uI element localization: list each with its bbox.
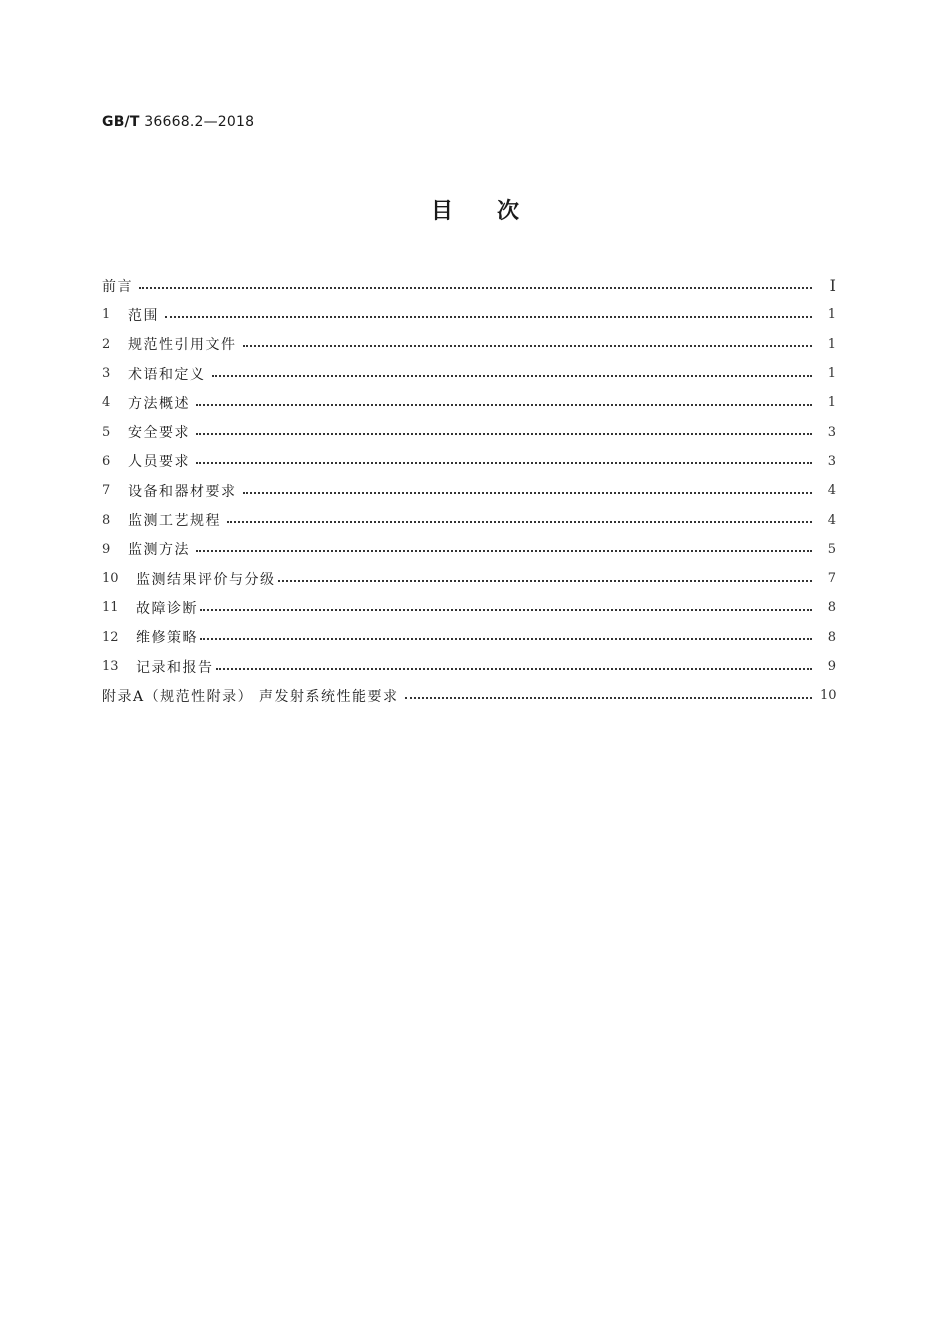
- dot-leader: [196, 433, 812, 435]
- toc-entry-page: 3: [827, 453, 836, 469]
- toc-entry-label: 附录A（规范性附录） 声发射系统性能要求: [102, 688, 399, 705]
- toc-entry-label: 维修策略: [136, 630, 198, 647]
- standard-code: [102, 114, 254, 130]
- toc-entry-2[interactable]: [102, 330, 836, 359]
- toc-entry-page: 1: [827, 336, 836, 352]
- toc-entry-page: 1: [827, 395, 836, 411]
- dot-leader: [243, 492, 813, 494]
- dot-leader: [278, 580, 813, 582]
- toc-entry-label: 记录和报告: [136, 659, 214, 676]
- toc-entry-label: 安全要求: [128, 425, 190, 442]
- toc-entry-page: 1: [827, 307, 836, 323]
- toc-entry-number: 7: [102, 483, 111, 499]
- toc-entry-label: 监测工艺规程: [128, 513, 221, 530]
- standard-code-number: 36668.2—2018: [144, 114, 255, 130]
- toc-entry-page: 7: [827, 571, 836, 587]
- toc-entry-4[interactable]: [102, 388, 836, 417]
- toc-entry-page: 3: [827, 424, 836, 440]
- toc-entry-number: 1: [102, 307, 111, 323]
- toc-entry-number: 3: [102, 366, 111, 382]
- toc-entry-label: 前言: [102, 278, 133, 295]
- dot-leader: [196, 404, 812, 406]
- toc-entry-number: 13: [102, 659, 119, 674]
- toc-entry-page: 4: [827, 483, 836, 499]
- toc-entry-annex-a[interactable]: [102, 681, 836, 710]
- toc-entry-12[interactable]: [102, 623, 836, 652]
- dot-leader: [212, 375, 813, 377]
- dot-leader: [196, 550, 812, 552]
- toc-entry-page: 9: [827, 659, 836, 674]
- toc-entry-number: 4: [102, 395, 111, 411]
- toc-entry-label: 方法概述: [128, 395, 190, 412]
- toc-entry-page: Ⅰ: [829, 276, 836, 296]
- dot-leader: [227, 521, 812, 523]
- toc-entry-11[interactable]: [102, 593, 836, 622]
- toc-entry-number: 11: [102, 600, 119, 616]
- dot-leader: [200, 638, 812, 640]
- standard-code-prefix: GB/T: [102, 114, 140, 130]
- toc-entry-label: 设备和器材要求: [128, 483, 237, 500]
- toc-entry-label: 人员要求: [128, 454, 190, 471]
- toc-entry-number: 9: [102, 541, 111, 557]
- toc-entry-label: 范围: [128, 307, 159, 324]
- toc-entry-number: 5: [102, 424, 111, 440]
- dot-leader: [405, 697, 812, 699]
- toc-entry-page: 10: [820, 688, 837, 704]
- dot-leader: [243, 345, 813, 347]
- toc-entry-1[interactable]: [102, 300, 836, 329]
- toc-entry-label: 术语和定义: [128, 366, 206, 383]
- toc-entry-13[interactable]: [102, 652, 836, 681]
- toc-entry-label: 规范性引用文件: [128, 337, 237, 354]
- toc-entry-page: 5: [827, 541, 836, 557]
- dot-leader: [196, 462, 812, 464]
- dot-leader: [200, 609, 812, 611]
- toc-entry-5[interactable]: [102, 417, 836, 446]
- toc-entry-3[interactable]: [102, 359, 836, 388]
- toc-title: 目次: [430, 199, 563, 224]
- toc-entry-9[interactable]: [102, 535, 836, 564]
- toc-entry-6[interactable]: [102, 447, 836, 476]
- toc-entry-7[interactable]: [102, 476, 836, 505]
- toc-entry-number: 2: [102, 336, 111, 352]
- toc-entry-page: 8: [827, 629, 836, 645]
- toc-entry-10[interactable]: [102, 564, 836, 593]
- dot-leader: [216, 668, 813, 670]
- toc-entry-number: 8: [102, 512, 111, 528]
- toc-entry-page: 8: [827, 600, 836, 616]
- toc-entry-number: 10: [102, 571, 119, 587]
- toc-entry-number: 12: [102, 629, 119, 645]
- toc-entry-number: 6: [102, 453, 111, 469]
- toc-entry-label: 监测结果评价与分级: [136, 571, 276, 588]
- toc-entry-8[interactable]: [102, 505, 836, 534]
- toc-entry-page: 4: [827, 512, 836, 528]
- toc-entry-page: 1: [827, 366, 836, 382]
- dot-leader: [165, 316, 812, 318]
- toc-entry-label: 监测方法: [128, 542, 190, 559]
- toc-entry-label: 故障诊断: [136, 600, 198, 617]
- dot-leader: [139, 287, 812, 289]
- toc-entry-foreword[interactable]: [102, 271, 836, 300]
- table-of-contents: [102, 271, 836, 710]
